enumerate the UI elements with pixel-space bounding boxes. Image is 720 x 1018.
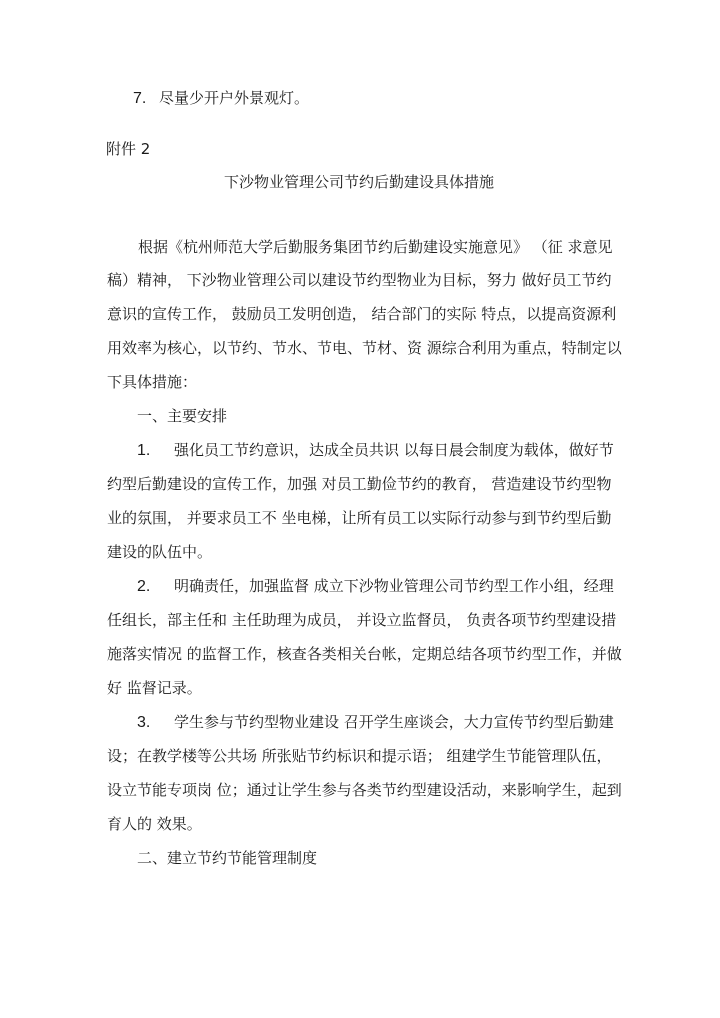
item-1-text: 强化员工节约意识，达成全员共识 以每日晨会制度为载体，做好节 <box>174 441 614 459</box>
item-3-line-2: 设；在教学楼等公共场 所张贴节约标识和提示语； 组建学生节能管理队伍， <box>107 747 612 765</box>
item-3-first-line <box>137 712 614 733</box>
item-1-line-2: 约型后勤建设的宣传工作，加强 对员工勤俭节约的教育， 营造建设节约型物 <box>107 475 612 493</box>
item-3-text: 学生参与节约型物业建设 召开学生座谈会，大力宣传节约型后勤建 <box>174 713 614 731</box>
item-7 <box>133 88 309 109</box>
item-1-line-3: 业的氛围， 并要求员工不 坐电梯，让所有员工以实际行动参与到节约型后勤 <box>107 509 612 527</box>
item-2-line-3: 施落实情况 的监督工作，核查各类相关台帐，定期总结各项节约型工作，并做 <box>107 645 622 663</box>
item-2-first-line <box>137 576 614 597</box>
attachment-label: 附件 2 <box>106 140 151 158</box>
item-3-number: 3. <box>137 714 151 731</box>
item-3-line-3: 设立节能专项岗 位；通过让学生参与各类节约型建设活动，来影响学生，起到 <box>107 781 622 799</box>
document-title: 下沙物业管理公司节约后勤建设具体措施 <box>224 173 495 191</box>
item-2-line-2: 任组长，部主任和 主任助理为成员， 并设立监督员， 负责各项节约型建设措 <box>107 611 617 629</box>
item-1-number: 1. <box>137 442 151 459</box>
intro-line-3: 意识的宣传工作， 鼓励员工发明创造， 结合部门的实际 特点，以提高资源利 <box>107 305 617 323</box>
item-7-number: 7. <box>133 90 147 107</box>
item-2-line-4: 好 监督记录。 <box>107 679 202 697</box>
intro-line-5: 下具体措施： <box>107 373 198 391</box>
section-2-heading: 二、建立节约节能管理制度 <box>137 849 318 867</box>
item-1-first-line <box>137 440 614 461</box>
intro-line-1: 根据《杭州师范大学后勤服务集团节约后勤建设实施意见》 （征 求意见 <box>138 238 613 256</box>
item-7-text: 尽量少开户外景观灯。 <box>159 89 310 107</box>
item-1-line-4: 建设的队伍中。 <box>107 543 213 561</box>
item-2-number: 2. <box>137 578 151 595</box>
item-2-text: 明确责任，加强监督 成立下沙物业管理公司节约型工作小组，经理 <box>174 577 614 595</box>
item-3-line-4: 育人的 效果。 <box>107 815 202 833</box>
intro-line-2: 稿）精神， 下沙物业管理公司以建设节约型物业为目标，努力 做好员工节约 <box>107 271 612 289</box>
intro-line-4: 用效率为核心，以节约、节水、节电、节材、资 源综合利用为重点，特制定以 <box>107 339 622 357</box>
section-1-heading: 一、主要安排 <box>137 407 228 425</box>
